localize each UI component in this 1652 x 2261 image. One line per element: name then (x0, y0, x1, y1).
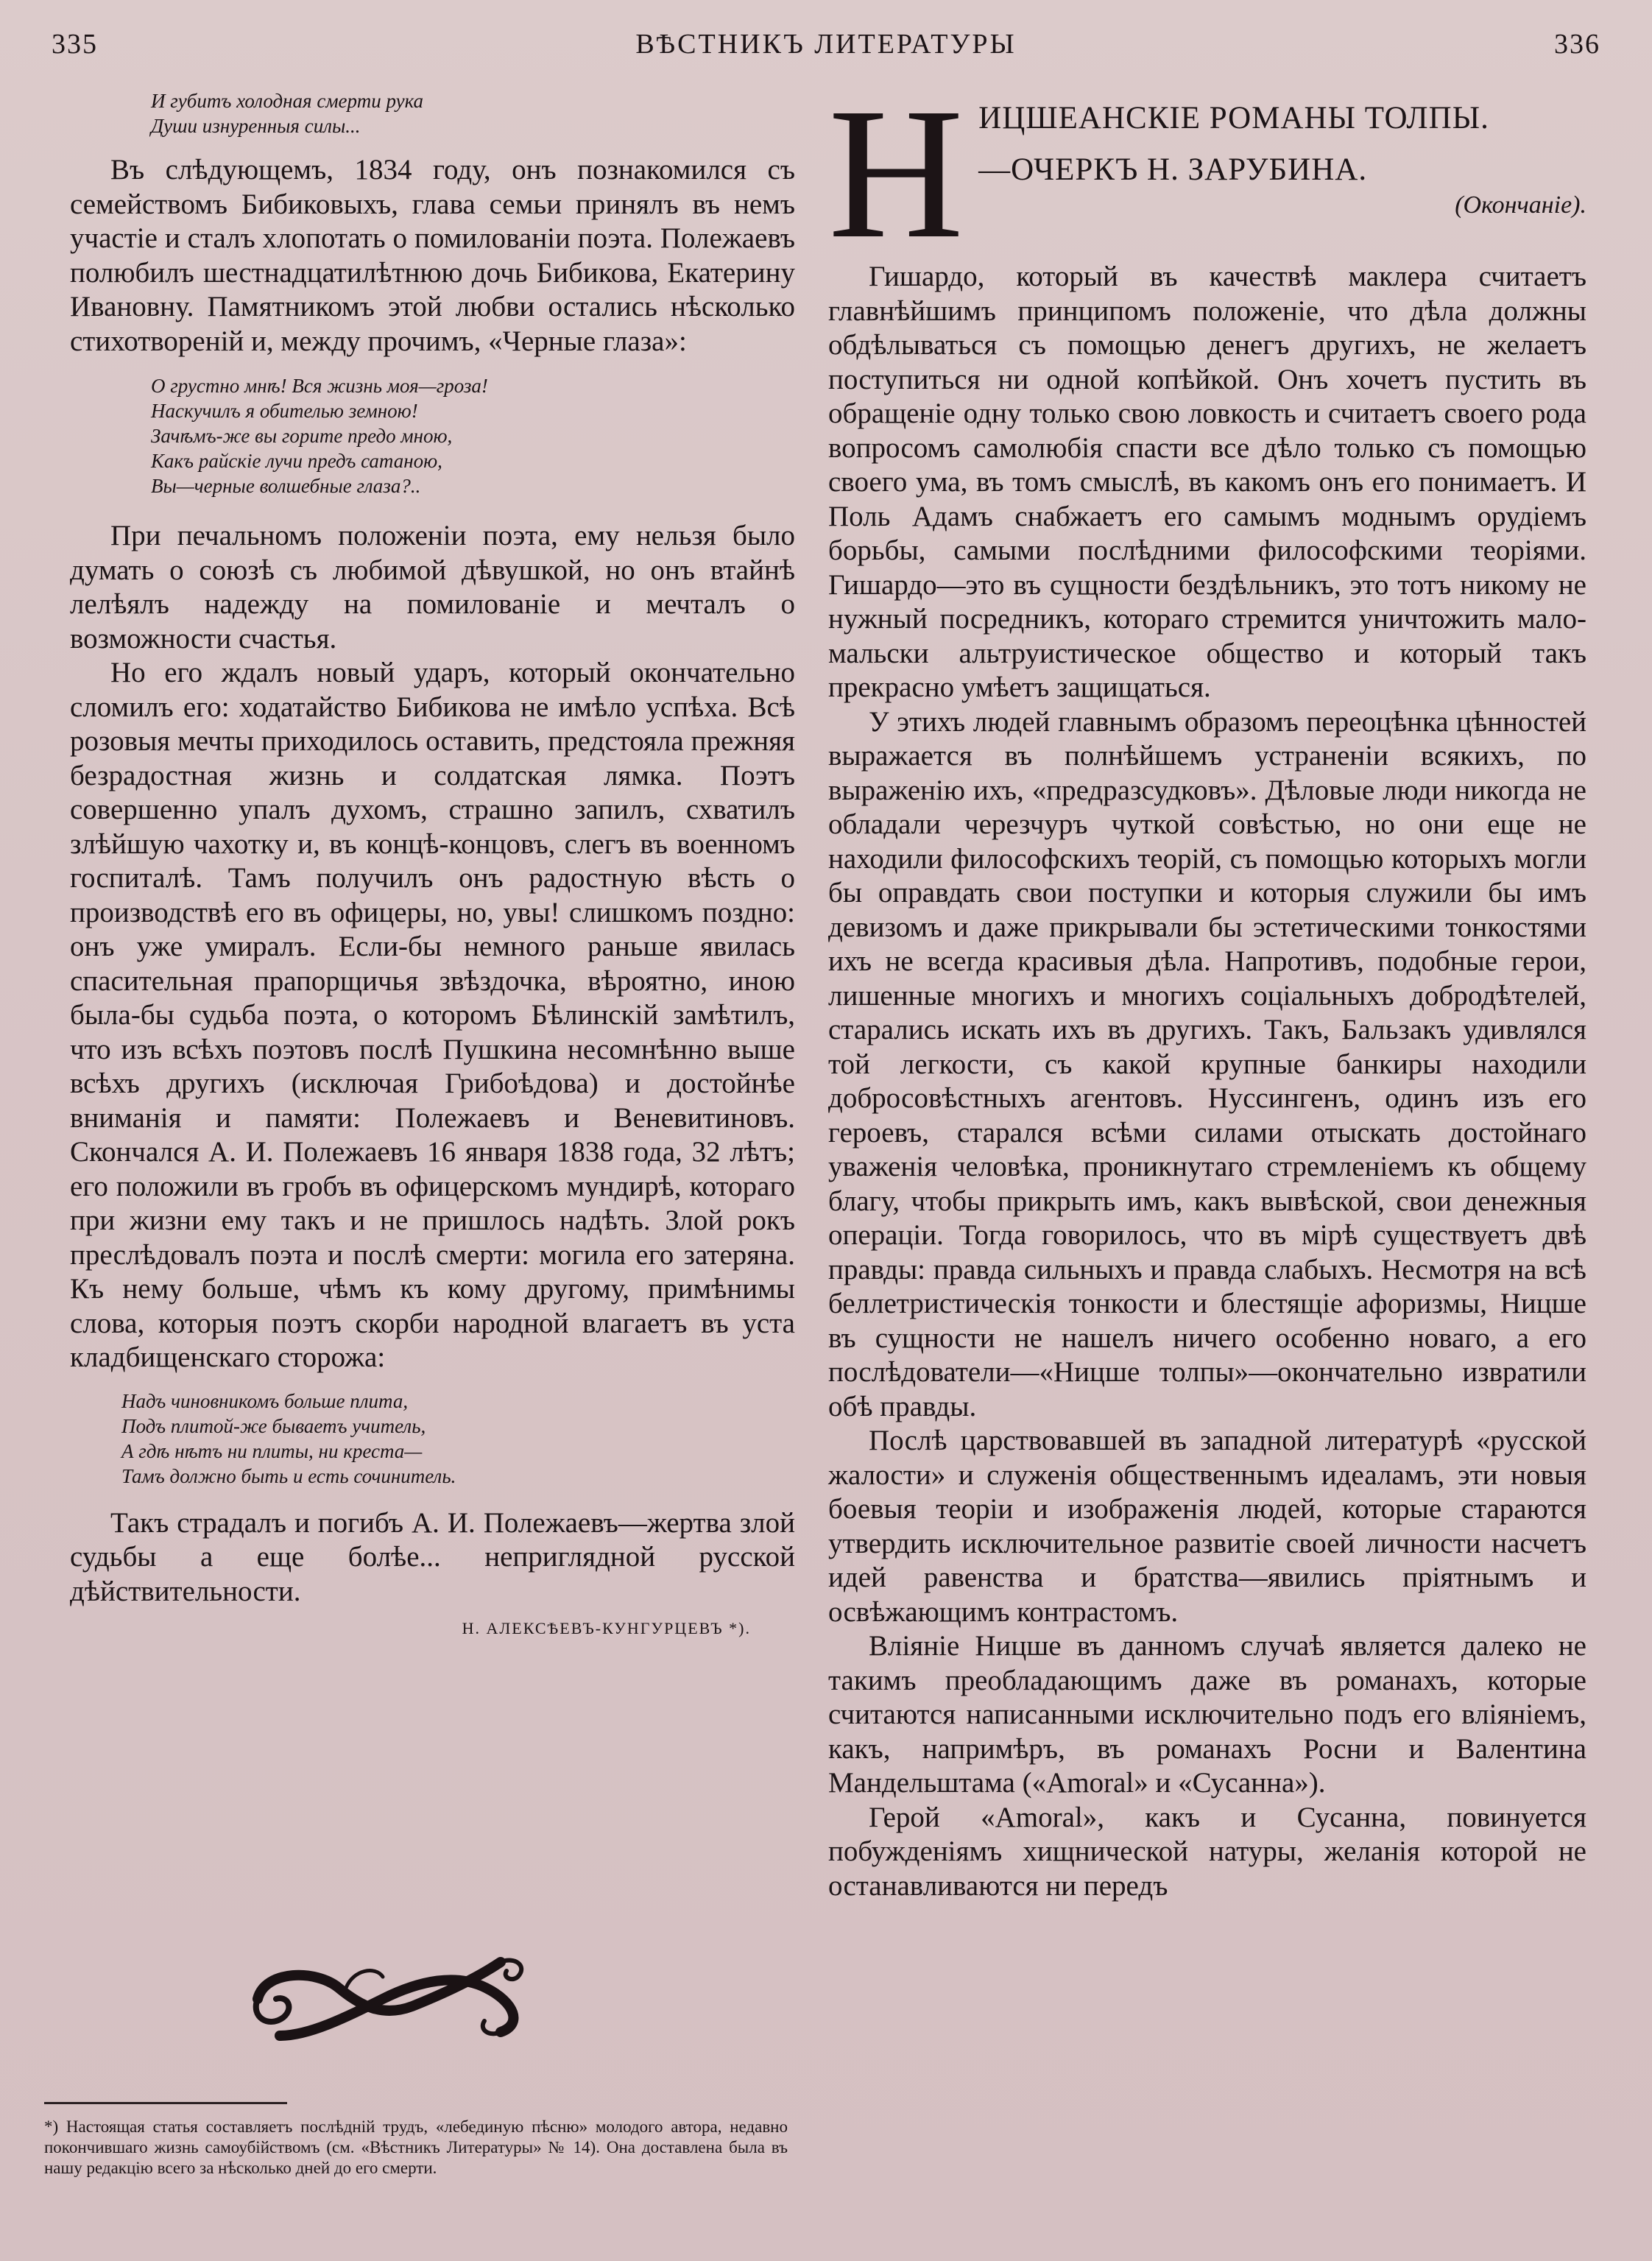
verse-line: Какъ райскіе лучи предъ сатаною, (151, 450, 442, 472)
paragraph: Такъ страдалъ и погибъ А. И. Полежаевъ—жертва злой судьбы а еще болѣе... неприглядной русской дѣйствительности. (70, 1506, 795, 1607)
verse-line: Надъ чиновникомъ больше плита, (121, 1389, 409, 1412)
article-heading (828, 70, 1586, 278)
article-subtitle: (Окончаніе). (1455, 191, 1586, 219)
paragraph: Герой «Amoral», какъ и Сусанна, повинуется побужденіямъ хищнической натуры, желанія которой не останавливаются ни передъ (828, 1801, 1586, 1902)
paragraph: Но его ждалъ новый ударъ, который окончательно сломилъ его: ходатайство Бибикова не имѣло успѣха. Всѣ розовыя мечты приходилось оставить, предстояла прежняя безрадостная жизнь и солдатская лямка. Поэтъ совершенно упалъ духомъ, страшно запилъ, схватилъ злѣйшую чахотку и, въ концѣ-концовъ, слегъ въ военномъ госпиталѣ. Тамъ получилъ онъ радостную вѣсть о производствѣ его въ офицеры, но, увы! слишкомъ поздно: онъ уже умиралъ. Если-бы немного раньше явилась спасительная прапорщичья звѣздочка, вѣроятно, иною была-бы судьба поэта, о которомъ Бѣлинскій замѣтилъ, что изъ всѣхъ поэтовъ послѣ Пушкина несомнѣнно выше всѣхъ другихъ (исключая Грибоѣдова) и достойнѣе вниманія и памяти: Полежаевъ и Веневитиновъ. Скончался А. И. Полежаевъ 16 января 1838 года, 32 лѣтъ; его положили въ гробъ въ офицерскомъ мундирѣ, котораго при жизни ему такъ и не пришлось надѣть. Злой рокъ преслѣдовалъ поэта и послѣ смерти: могила его затеряна. Къ нему больше, чѣмъ къ кому другому, примѣнимы слова, которыя поэтъ скорби народной влагаетъ въ уста кладбищенскаго сторожа: (70, 657, 795, 1373)
left-column (70, 88, 795, 1638)
article-title-line: ИЦШЕАНСКІЕ РОМАНЫ ТОЛПЫ. (978, 101, 1489, 135)
journal-title: ВѢСТНИКЪ ЛИТЕРАТУРЫ (635, 29, 1017, 60)
verse-line: И губитъ холодная смерти рука (151, 90, 424, 112)
verse-black-eyes (151, 373, 795, 498)
paragraph: Послѣ царствовавшей въ западной литературѣ «русской жалости» и служенія общественнымъ идеаламъ, эти новыя боевыя теоріи и изображенія людей, которые стараются утвердить исключительное развитіе своей личности насчетъ идей равенства и братства—явились пріятнымъ и освѣжающимъ контрастомъ. (828, 1425, 1586, 1628)
article-title-line: —ОЧЕРКЪ Н. ЗАРУБИНА. (978, 152, 1368, 187)
right-column (828, 70, 1586, 1903)
page-number-right: 336 (1554, 29, 1600, 60)
page-header (44, 28, 1608, 80)
verse-line: О грустно мнѣ! Вся жизнь моя—гроза! (151, 375, 488, 397)
verse-line: Зачѣмъ-же вы горите предо мною, (151, 425, 453, 447)
verse-line: Подъ плитой-же бываетъ учитель, (121, 1414, 426, 1437)
page-number-left: 335 (52, 29, 98, 60)
verse-gravedigger (121, 1389, 795, 1489)
paragraph: Гишардо, который въ качествѣ маклера считаетъ главнѣйшимъ принципомъ положеніе, что дѣла должны обдѣлываться съ помощью денегъ другихъ, не желаетъ поступиться ни одной копѣйкой. Онъ хочетъ пустить въ обращеніе одну только свою ловкость и считаетъ своего рода вопросомъ самолюбія спасти все дѣло только съ помощью своего ума, въ томъ смыслѣ, въ какомъ онъ его понимаетъ. И Поль Адамъ снабжаетъ его самымъ моднымъ орудіемъ борьбы, самыми послѣдними философскими теоріями. Гишардо—это въ сущности бездѣльникъ, это тотъ никому не нужный посредникъ, котораго стремится уничтожить мало-мальски альтруистическое общество и который такъ прекрасно умѣетъ защищаться. (828, 261, 1586, 703)
paragraph: Въ слѣдующемъ, 1834 году, онъ познакомился съ семействомъ Бибиковыхъ, глава семьи принялъ въ немъ участіе и сталъ хлопотать о помилованіи поэта. Полежаевъ полюбилъ шестнадцатилѣтнюю дочь Бибикова, Екатерину Ивановну. Памятникомъ этой любви остались нѣсколько стихотвореній и, между прочимъ, «Черные глаза»: (70, 154, 795, 357)
paragraph: У этихъ людей главнымъ образомъ переоцѣнка цѣнностей выражается въ полнѣйшемъ устраненіи всякихъ, по выраженію ихъ, «предразсудковъ». Дѣловые люди никогда не обладали черезчуръ чуткой совѣстью, но они еще не находили философскихъ теорій, съ помощью которыхъ могли бы оправдать свои поступки и которыя служили бы имъ девизомъ и даже прикрывали бы эстетическими тонкостями ихъ не всегда красивыя дѣла. Напротивъ, подобные герои, лишенные многихъ и многихъ соціальныхъ добродѣтелей, старались искать ихъ въ другихъ. Такъ, Бальзакъ удивлялся той легкости, съ какой крупные банкиры находили добросовѣстныхъ агентовъ. Нуссингенъ, одинъ изъ его героевъ, старался всѣми силами отыскать достойнаго уваженія человѣка, проникнутаго стремленіемъ къ общему благу, чтобы прикрыть имъ, какъ вывѣской, свои денежныя операціи. Тогда говорилось, что въ мірѣ существуетъ двѣ правды: правда сильныхъ и правда слабыхъ. Несмотря на всѣ беллетристическія тонкости и блестящіе афоризмы, Ницше въ сущности не нашелъ ничего особенно новаго, а его послѣдователи—«Ницше толпы»—окончательно извратили обѣ правды. (828, 705, 1586, 1422)
paragraph: Вліяніе Ницше въ данномъ случаѣ является далеко не такимъ преобладающимъ даже въ романахъ, которые считаются написанными исключительно подъ его вліяніемъ, какъ, напримѣръ, въ романахъ Росни и Валентина Мандельштама («Amoral» и «Сусанна»). (828, 1630, 1586, 1799)
verse-line: Тамъ должно быть и есть сочинитель. (121, 1464, 456, 1487)
verse-line: Наскучилъ я обителью земною! (151, 400, 418, 422)
verse-line: А гдѣ нѣтъ ни плиты, ни креста— (121, 1439, 423, 1462)
drop-cap: Н (828, 70, 964, 278)
footnote: *) Настоящая статья составляетъ послѣдній трудъ, «лебединую пѣсню» молодого автора, недавно покончившаго жизнь самоубійствомъ (см. «Вѣстникъ Литературы» № 14). Она доставлена была въ нашу редакцію всего за нѣсколько дней до его смерти. (44, 2117, 788, 2177)
paragraph: При печальномъ положеніи поэта, ему нельзя было думать о союзѣ съ любимой дѣвушкой, но онъ втайнѣ лелѣялъ надежду на помилованіе и мечталъ о возможности счастья. (70, 520, 795, 655)
author-signature: Н. АЛЕКСѢЕВЪ-КУНГУРЦЕВЪ *). (462, 1619, 751, 1637)
verse-line: Вы—черные волшебные глаза?.. (151, 475, 421, 497)
footnote-divider (44, 2102, 287, 2104)
verse-opening (151, 88, 795, 138)
ornament-flourish-icon (236, 1947, 545, 2050)
verse-line: Души изнуренныя силы... (151, 115, 361, 137)
